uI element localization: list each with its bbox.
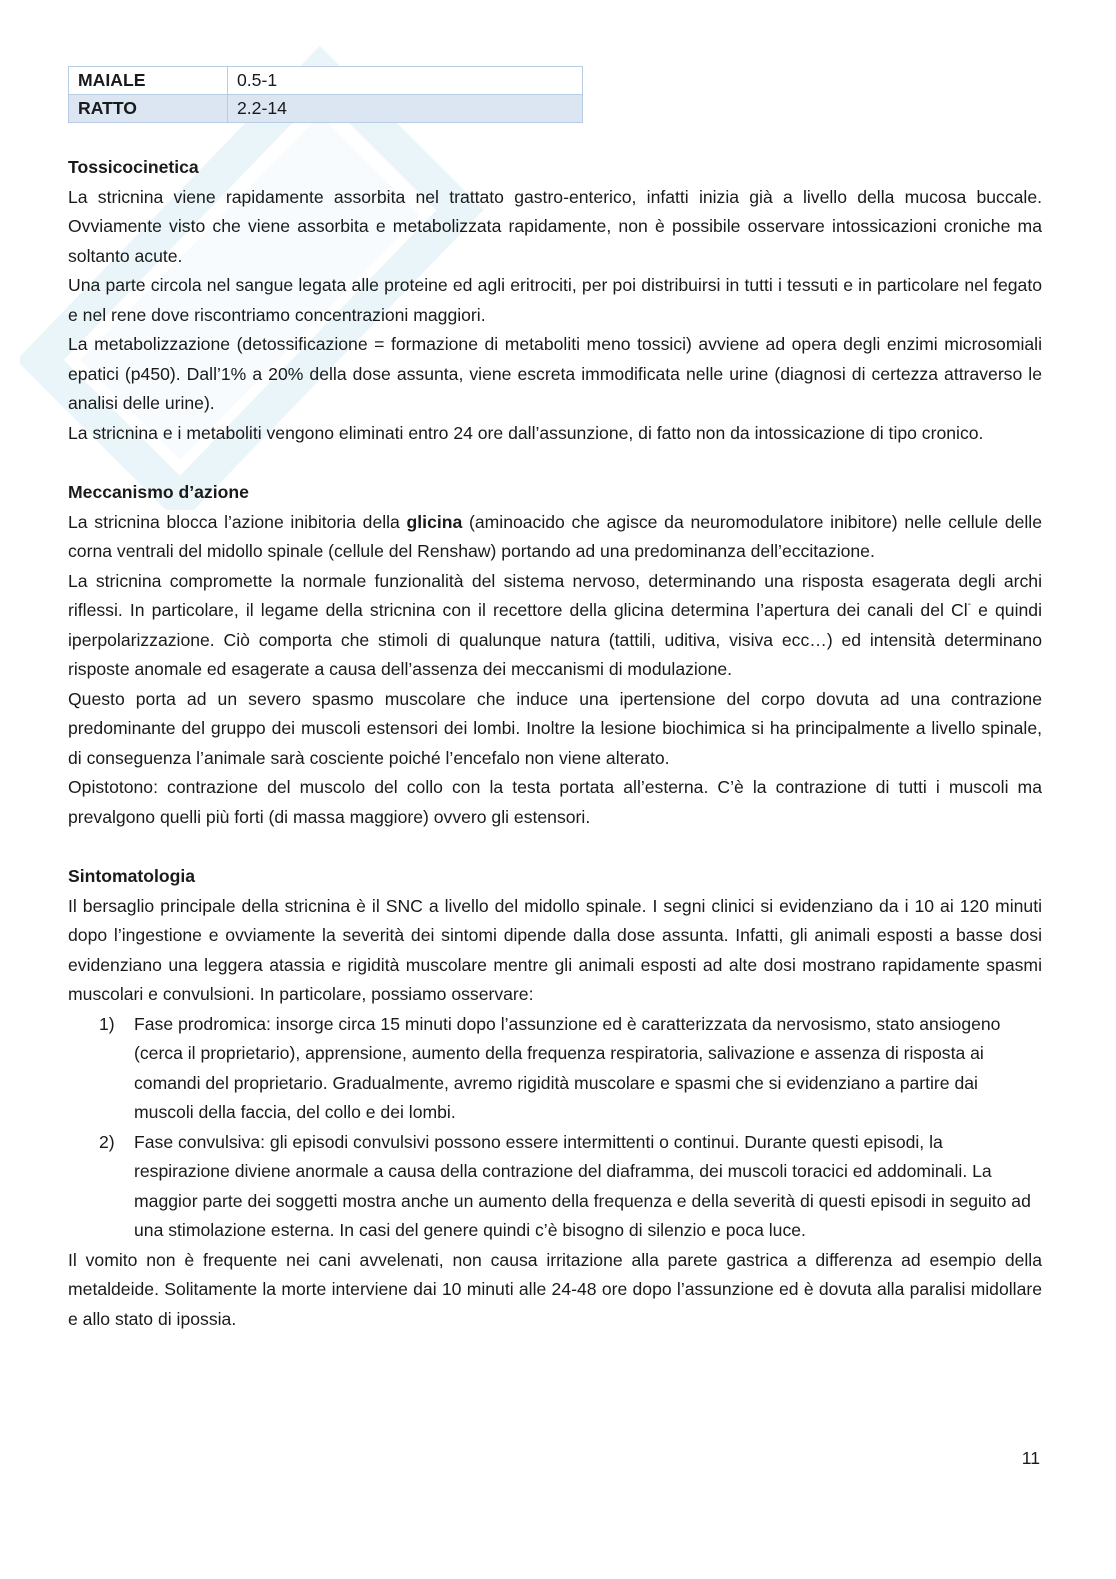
list-number: 1) [99, 1013, 115, 1034]
paragraph: Il bersaglio principale della stricnina è il SNC a livello del midollo spinale. I segni clinici si evidenziano da i 10 ai 120 minuti dopo l’ingestione e ovviamente la severità dei sintomi dipende dalla dose assunta. Infatti, gli animali esposti a basse dosi evidenziano una leggera atassia e rigidità muscolare mentre gli animali esposti ad alte dosi mostrano rapidamente spasmi muscolari e convulsioni. In particolare, possiamo osservare: [68, 895, 1042, 1004]
table-cell-value: 0.5-1 [228, 67, 583, 95]
paragraph [68, 567, 1042, 685]
paragraph: La metabolizzazione (detossificazione = formazione di metaboliti meno tossici) avviene ad opera degli enzimi microsomiali epatici (p450). Dall’1% a 20% della dose assunta, viene escreta immodificata nelle urine (diagnosi di certezza attraverso le analisi delle urine). [68, 334, 1042, 413]
heading-meccanismo: Meccanismo d’azione [68, 482, 249, 502]
superscript: - [967, 599, 971, 610]
text-run: La stricnina blocca l’azione inibitoria della [68, 511, 407, 532]
bold-term: glicina [406, 511, 463, 532]
table-cell-species: MAIALE [69, 67, 228, 95]
list-text: Fase prodromica: insorge circa 15 minuti dopo l’assunzione ed è caratterizzata da nervosismo, stato ansiogeno (cerca il proprietario), apprensione, aumento della frequenza respiratoria, salivazione e assenza di risposta ai comandi del proprietario. Gradualmente, avremo rigidità muscolare e spasmi che si evidenziano a partire dai muscoli della faccia, del collo e dei lombi. [134, 1013, 1001, 1122]
paragraph: Una parte circola nel sangue legata alle proteine ed agli eritrociti, per poi distribuirsi in tutti i tessuti e in particolare nel fegato e nel rene dove riscontriamo concentrazioni maggiori. [68, 275, 1042, 325]
document-page [68, 66, 1042, 1334]
paragraph: Questo porta ad un severo spasmo muscolare che induce una ipertensione del corpo dovuta ad una contrazione predominante del gruppo dei muscoli estensori dei lombi. Inoltre la lesione biochimica si ha principalmente a livello spinale, di conseguenza l’animale sarà cosciente poiché l’encefalo non viene alterato. [68, 688, 1042, 768]
paragraph [68, 508, 1042, 567]
page-number: 11 [1021, 1448, 1040, 1468]
list-text: Fase convulsiva: gli episodi convulsivi possono essere intermittenti o continui. Durante questi episodi, la respirazione diviene anormale a causa della contrazione del diaframma, dei muscoli toracici ed addominali. La maggior parte dei soggetti mostra anche un aumento della frequenza e della severità di questi episodi in seguito ad una stimolazione esterna. In casi del genere quindi c’è bisogno di silenzio e poca luce. [134, 1131, 1031, 1240]
list-item [99, 1010, 1042, 1128]
paragraph: Opistotono: contrazione del muscolo del collo con la testa portata all’esterna. C’è la contrazione di tutti i muscoli ma prevalgono quelli più forti (di massa maggiore) ovvero gli estensori. [68, 777, 1042, 827]
text-run: La stricnina compromette la normale funzionalità del sistema nervoso, determinando una risposta esagerata degli archi riflessi. In particolare, il legame della stricnina con il recettore della glicina determina l’apertura dei canali del Cl [68, 570, 1042, 620]
heading-tossicocinetica: Tossicocinetica [68, 157, 199, 177]
table-row [69, 95, 583, 123]
table-cell-species: RATTO [69, 95, 228, 123]
heading-sintomatologia: Sintomatologia [68, 866, 196, 886]
text-run: e quindi iperpolarizzazione. Ciò comporta che stimoli di qualunque natura (tattili, uditiva, visiva ecc…) ed intensità determinano risposte anomale ed esagerate a causa dell’assenza dei meccanismi di modulazione. [68, 600, 1042, 679]
list-number: 2) [99, 1131, 115, 1152]
list-item [99, 1128, 1042, 1246]
numbered-list [68, 1010, 1042, 1246]
text-run: (aminoacido che agisce da neuromodulatore inibitore) nelle cellule delle corna ventrali del midollo spinale (cellule del Renshaw) portando ad una predominanza dell’eccitazione. [68, 511, 1042, 561]
species-table [68, 66, 583, 123]
table-row [69, 67, 583, 95]
table-cell-value: 2.2-14 [228, 95, 583, 123]
paragraph: Il vomito non è frequente nei cani avvelenati, non causa irritazione alla parete gastrica a differenza ad esempio della metaldeide. Solitamente la morte interviene dai 10 minuti alle 24-48 ore dopo l’assunzione ed è dovuta alla paralisi midollare e allo stato di ipossia. [68, 1249, 1042, 1329]
paragraph: La stricnina viene rapidamente assorbita nel trattato gastro-enterico, infatti inizia già a livello della mucosa buccale. Ovviamente visto che viene assorbita e metabolizzata rapidamente, non è possibile osservare intossicazioni croniche ma soltanto acute. [68, 186, 1042, 266]
paragraph: La stricnina e i metaboliti vengono eliminati entro 24 ore dall’assunzione, di fatto non da intossicazione di tipo cronico. [68, 422, 984, 443]
